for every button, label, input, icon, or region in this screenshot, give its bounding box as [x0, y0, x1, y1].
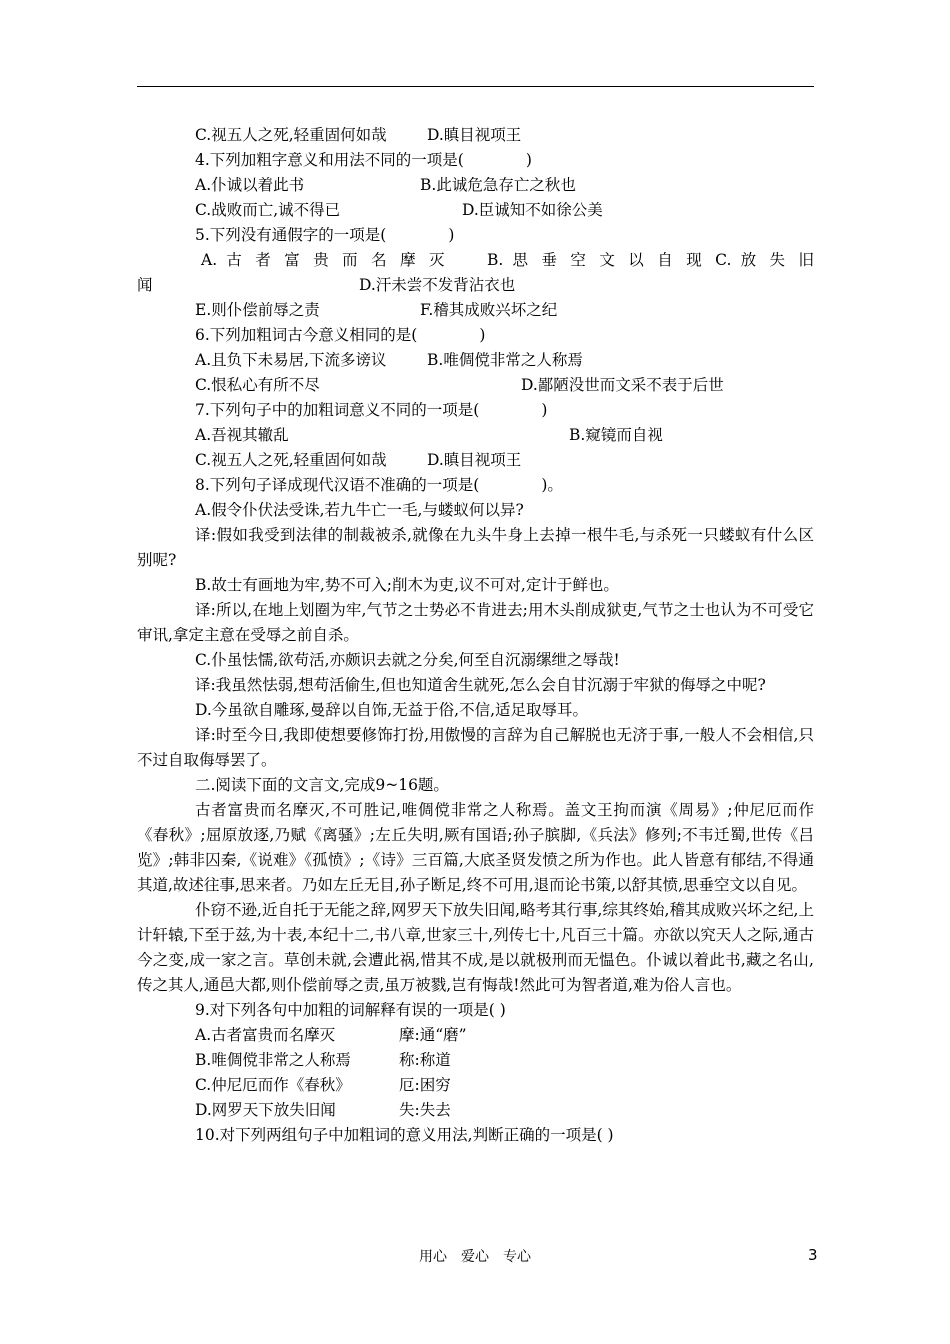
option-row [137, 373, 814, 398]
option-a: D.网罗天下放失旧闻 [195, 1101, 336, 1119]
paragraph: 译:时至今日,我即使想要修饰打扮,用傲慢的言辞为自己解脱也无济于事,一般人不会相信,只不过自取侮辱罢了。 [137, 726, 814, 769]
header-rule [137, 86, 814, 87]
option-a: A.仆诚以着此书 [195, 176, 305, 194]
option-a: A.吾视其辙乱 [195, 426, 289, 444]
option-row [137, 298, 814, 323]
option-row [137, 173, 814, 198]
paragraph: 译:所以,在地上划圈为牢,气节之士势必不肯进去;用木头削成狱吏,气节之士也认为不可受它审讯,拿定主意在受辱之前自杀。 [137, 601, 814, 644]
text-line: 二.阅读下面的文言文,完成9~16题。 [195, 776, 449, 794]
option-b: B.此诚危急存亡之秋也 [420, 176, 576, 194]
option-b: B.窥镜而自视 [569, 426, 663, 444]
option-a: B.唯倜傥非常之人称焉 [195, 1051, 351, 1069]
option-a: C.仲尼厄而作《春秋》 [195, 1076, 351, 1094]
justified-line: A. 古 者 富 贵 而 名 摩 灭 B. 思 垂 空 文 以 自 现 C. 放 失 旧 [201, 251, 814, 269]
option-row [137, 1098, 814, 1123]
text-line: 4.下列加粗字意义和用法不同的一项是( ) [195, 151, 532, 169]
option-b: 称:称道 [399, 1051, 451, 1069]
option-b: 厄:困穷 [399, 1076, 451, 1094]
option-a: A.且负下未易居,下流多谤议 [195, 351, 387, 369]
option-b: 失:失去 [399, 1101, 451, 1119]
text-line: 10.对下列两组句子中加粗词的意义用法,判断正确的一项是( ) [195, 1126, 614, 1144]
option-row [137, 1023, 814, 1048]
option-b: F.稽其成败兴坏之纪 [420, 301, 558, 319]
paragraph: 古者富贵而名摩灭,不可胜记,唯倜傥非常之人称焉。盖文王拘而演《周易》;仲尼厄而作《春秋》;屈原放逐,乃赋《离骚》;左丘失明,厥有国语;孙子膑脚,《兵法》修列;不韦迁蜀,世传《吕览》;韩非囚秦,《说难》《孤愤》;《诗》三百篇,大底圣贤发愤之所为作也。此人皆意有郁结,不得通其道,故述往事,思来者。乃如左丘无目,孙子断足,终不可用,退而论书策,以舒其愤,思垂空文以自见。 [137, 801, 814, 894]
text-line: 5.下列没有通假字的一项是( ) [195, 226, 455, 244]
footer-slogan: 用心 爱心 专心 [419, 1249, 531, 1265]
text-line: B.故士有画地为牢,势不可入;削木为吏,议不可对,定计于鲜也。 [195, 576, 619, 594]
option-row [137, 423, 814, 448]
option-b: 摩:通“磨” [399, 1026, 467, 1044]
option-b: D.汗未尝不发背沾衣也 [359, 276, 516, 294]
text-line: D.今虽欲自雕琢,曼辞以自饰,无益于俗,不信,适足取辱耳。 [195, 701, 589, 719]
option-row [137, 1073, 814, 1098]
option-b: D.鄙陋没世而文采不表于后世 [521, 376, 724, 394]
option-a: E.则仆偿前辱之责 [195, 301, 320, 319]
option-row [137, 348, 814, 373]
text-line: 6.下列加粗词古今意义相同的是( ) [195, 326, 486, 344]
option-row [137, 273, 814, 298]
option-a: A.古者富贵而名摩灭 [195, 1026, 336, 1044]
option-a: C.视五人之死,轻重固何如哉 [195, 126, 387, 144]
text-line: C.仆虽怯懦,欲苟活,亦颇识去就之分矣,何至自沉溺缧绁之辱哉! [195, 651, 620, 669]
option-a: 闻 [137, 276, 153, 294]
paragraph: 仆窃不逊,近自托于无能之辞,网罗天下放失旧闻,略考其行事,综其终始,稽其成败兴坏之纪,上计轩辕,下至于兹,为十表,本纪十二,书八章,世家三十,列传七十,凡百三十篇。亦欲以究天人之际,通古今之变,成一家之言。草创未就,会遭此祸,惜其不成,是以就极刑而无愠色。仆诚以着此书,藏之名山,传之其人,通邑大都,则仆偿前辱之责,虽万被戮,岂有悔哉!然此可为智者道,难为俗人言也。 [137, 901, 814, 994]
option-row [137, 448, 814, 473]
option-a: C.恨私心有所不尽 [195, 376, 320, 394]
text-line: A.假令仆伏法受诛,若九牛亡一毛,与蝼蚁何以异? [195, 501, 524, 519]
option-b: D.瞋目视项王 [427, 451, 522, 469]
option-b: D.瞋目视项王 [427, 126, 522, 144]
paragraph: 译:我虽然怯弱,想苟活偷生,但也知道舍生就死,怎么会自甘沉溺于牢狱的侮辱之中呢? [195, 676, 766, 694]
text-line: 7.下列句子中的加粗词意义不同的一项是( ) [195, 401, 548, 419]
option-row [137, 198, 814, 223]
text-line: 8.下列句子译成现代汉语不准确的一项是( )。 [195, 476, 563, 494]
option-row [137, 123, 814, 148]
option-b: D.臣诚知不如徐公美 [462, 201, 603, 219]
page-number: 3 [808, 1246, 818, 1264]
option-row [137, 1048, 814, 1073]
option-a: C.视五人之死,轻重固何如哉 [195, 451, 387, 469]
option-b: B.唯倜傥非常之人称焉 [427, 351, 583, 369]
document-body [137, 123, 814, 1148]
paragraph: 译:假如我受到法律的制裁被杀,就像在九头牛身上去掉一根牛毛,与杀死一只蝼蚁有什么区别呢? [137, 526, 814, 569]
text-line: 9.对下列各句中加粗的词解释有误的一项是( ) [195, 1001, 506, 1019]
option-a: C.战败而亡,诚不得已 [195, 201, 341, 219]
